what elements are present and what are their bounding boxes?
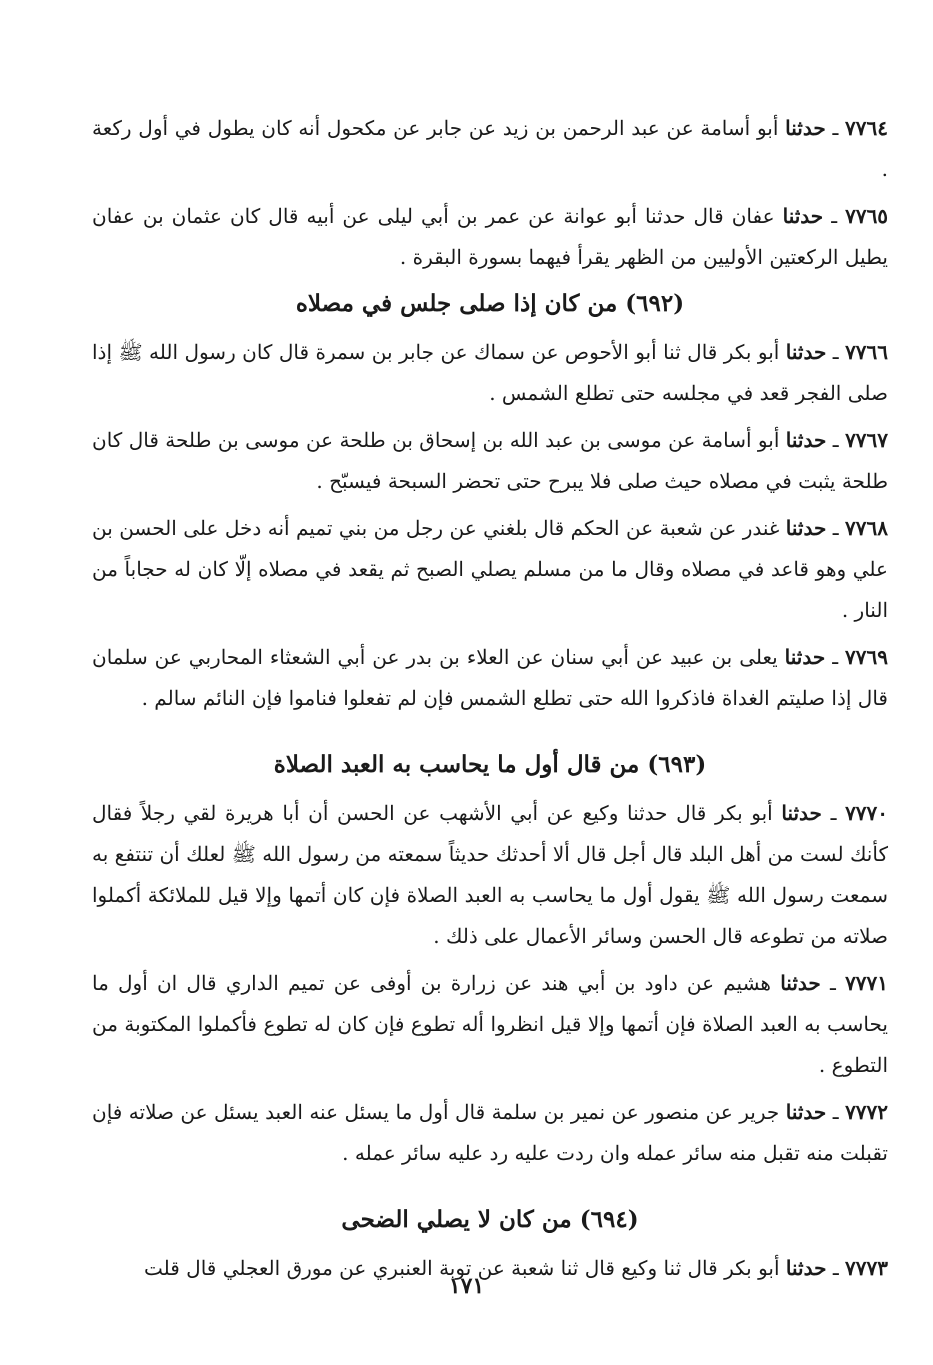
hadith-entry-7770: [92, 793, 888, 957]
hadith-entry-7766: [92, 332, 888, 414]
separator: ـ: [832, 1256, 839, 1280]
hadith-lead: حدثنا: [785, 116, 826, 140]
hadith-lead: حدثنا: [785, 340, 827, 364]
hadith-entry-7772: [92, 1092, 888, 1174]
separator: ـ: [832, 516, 839, 540]
hadith-text: عفان قال حدثنا أبو عوانة عن عمر بن أبي ليلى عن أبيه قال كان عثمان بن عفان يطيل الركعتين الأوليين من الظهر يقرأ فيهما بسورة البقرة .: [92, 204, 888, 269]
hadith-entry-7764: [92, 108, 888, 190]
hadith-number: ٧٧٦٥: [845, 204, 889, 228]
separator: ـ: [831, 204, 838, 228]
hadith-lead: حدثنا: [781, 801, 822, 825]
hadith-lead: حدثنا: [785, 516, 827, 540]
hadith-number: ٧٧٦٩: [845, 645, 888, 669]
hadith-text: أبو أسامة عن عبد الرحمن بن زيد عن جابر عن مكحول أنه كان يطول في أول ركعة .: [92, 116, 888, 181]
hadith-lead: حدثنا: [785, 1100, 827, 1124]
hadith-lead: حدثنا: [782, 204, 824, 228]
hadith-text: أبو بكر قال ثنا أبو الأحوص عن سماك عن جابر بن سمرة قال كان رسول الله ﷺ إذا صلى الفجر قعد في مجلسه حتى تطلع الشمس .: [92, 340, 888, 405]
hadith-number: ٧٧٦٨: [845, 516, 889, 540]
page-number: ١٧١: [448, 1273, 485, 1299]
hadith-text: أبو أسامة عن موسى بن عبد الله بن إسحاق بن طلحة عن موسى بن طلحة قال كان طلحة يثبت في مصلاه حيث صلى فلا يبرح حتى تحضر السبحة فيسبّح .: [92, 428, 888, 493]
hadith-lead: حدثنا: [780, 971, 821, 995]
hadith-number: ٧٧٦٤: [845, 116, 888, 140]
hadith-entry-7768: [92, 508, 888, 631]
hadith-number: ٧٧٦٧: [845, 428, 889, 452]
hadith-number: ٧٧٧٣: [845, 1256, 888, 1280]
separator: ـ: [832, 428, 839, 452]
hadith-text: جرير عن منصور عن نمير بن سلمة قال أول ما يسئل عنه العبد يسئل عن صلاته فإن تقبلت منه تقبل منه سائر عمله وان ردت عليه رد عليه سائر عمله .: [92, 1100, 888, 1165]
separator: ـ: [832, 1100, 839, 1124]
hadith-number: ٧٧٧١: [845, 971, 889, 995]
hadith-number: ٧٧٦٦: [845, 340, 889, 364]
page-body: [92, 108, 888, 1295]
hadith-entry-7765: [92, 196, 888, 278]
section-heading-692: (٦٩٢) من كان إذا صلى جلس في مصلاه: [295, 290, 685, 317]
section-heading-694: (٦٩٤) من كان لا يصلي الضحى: [341, 1206, 639, 1233]
hadith-entry-7771: [92, 963, 888, 1086]
separator: ـ: [832, 340, 839, 364]
separator: ـ: [832, 116, 839, 140]
hadith-lead: حدثنا: [784, 645, 826, 669]
separator: ـ: [829, 971, 836, 995]
hadith-entry-7767: [92, 420, 888, 502]
hadith-lead: حدثنا: [785, 1256, 827, 1280]
hadith-entry-7769: [92, 637, 888, 719]
section-heading-693: (٦٩٣) من قال أول ما يحاسب به العبد الصلاة: [273, 751, 707, 778]
separator: ـ: [830, 801, 837, 825]
hadith-text: أبو بكر قال ثنا وكيع قال ثنا شعبة عن توبة العنبري عن مورق العجلي قال قلت: [143, 1256, 780, 1280]
hadith-number: ٧٧٧٠: [845, 801, 889, 825]
hadith-text: غندر عن شعبة عن الحكم قال بلغني عن رجل من بني تميم أنه دخل على الحسن بن علي وهو قاعد في مصلاه وقال ما من مسلم يصلي الصبح ثم يقعد في مصلاه إلّا كان له حجاباً من النار .: [92, 516, 888, 622]
separator: ـ: [832, 645, 839, 669]
hadith-text: يعلى بن عبيد عن أبي سنان عن العلاء بن بدر عن أبي الشعثاء المحاربي عن سلمان قال إذا صليتم الغداة فاذكروا الله حتى تطلع الشمس فإن لم تفعلوا فناموا فإن النائم سالم .: [92, 645, 888, 710]
hadith-text: هشيم عن داود بن أبي هند عن زرارة بن أوفى عن تميم الداري قال ان أول ما يحاسب به العبد الصلاة فإن أتمها وإلا قيل انظروا أله تطوع فإن كان له تطوع فأكملوا المكتوبة من التطوع .: [92, 971, 888, 1077]
hadith-number: ٧٧٧٢: [845, 1100, 889, 1124]
hadith-lead: حدثنا: [785, 428, 827, 452]
hadith-text: أبو بكر قال حدثنا وكيع عن أبي الأشهب عن الحسن أن أبا هريرة لقي رجلاً فقال كأنك لست من أهل البلد قال أجل قال ألا أحدثك حديثاً سمعته من رسول الله ﷺ لعلك أن تنتفع به سمعت رسول الله ﷺ يقول أول ما يحاسب به العبد الصلاة فإن كان أتمها وإلا قيل للملائكة أكملوا صلاته من تطوعه قال الحسن وسائر الأعمال على ذلك .: [92, 801, 888, 948]
